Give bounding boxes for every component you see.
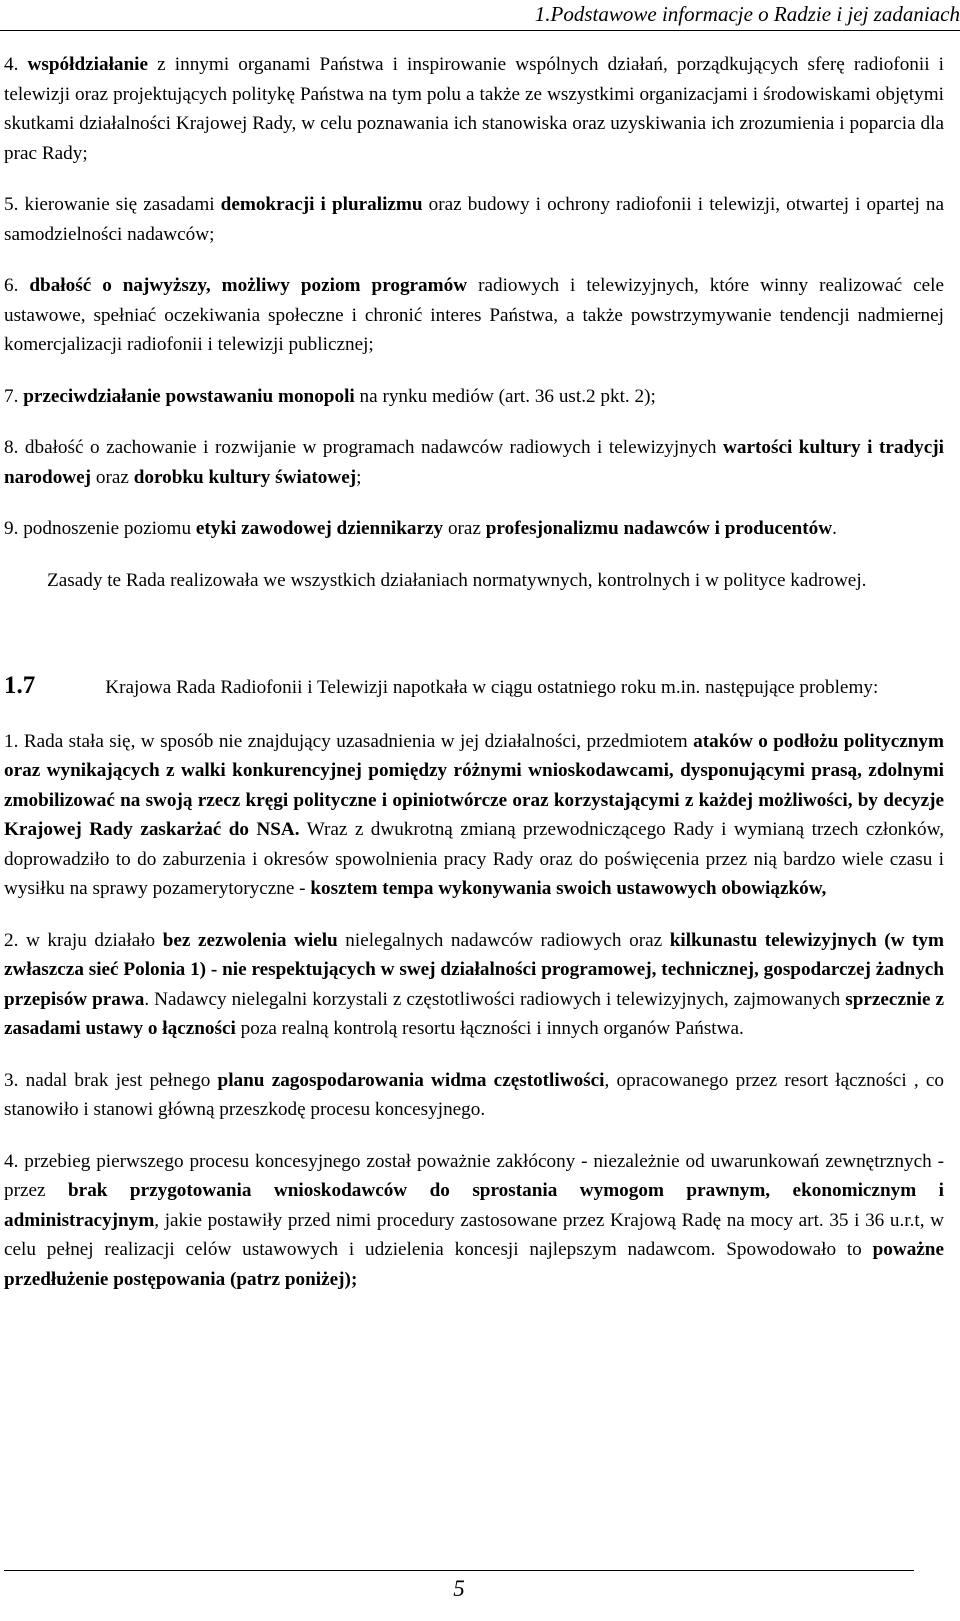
text-run: oraz budowy i ochrony radiofonii i telewizji, otwartej i opartej na samodzielności nadawców; (4, 194, 944, 245)
text-run: 4. przebieg pierwszego procesu koncesyjnego został poważnie zakłócony - niezależnie od uwarunkowań zewnętrznych - przez (4, 1150, 944, 1201)
bold-run: sprzecznie z zasadami ustawy o łączności (4, 988, 944, 1039)
bold-run: dorobku kultury światowej (133, 466, 357, 488)
principle-item-6 (4, 271, 944, 360)
section-intro: Krajowa Rada Radiofonii i Telewizji napotkała w ciągu ostatniego roku m.in. następujące problemy: (105, 677, 879, 698)
page-number: 5 (453, 1576, 465, 1601)
bold-run: etyki zawodowej dziennikarzy (195, 518, 444, 539)
bold-run: ataków o podłożu politycznym oraz wynikających z walki konkurencyjnej pomiędzy różnymi wnioskodawcami, dysponującymi prasą, zdolnymi zmobilizować na swoją rzecz kręgi polityczne i opiniotwórcze oraz korzystającymi z każdej możliwości, by decyzje Krajowej Rady zaskarżać do NSA. (4, 730, 944, 840)
document-body (4, 50, 944, 1316)
problem-item-1 (4, 727, 944, 904)
bold-run: profesjonalizmu nadawców i producentów (485, 518, 833, 539)
principle-item-5 (4, 190, 944, 249)
text-run: , jakie postawiły przed nimi procedury zastosowane przez Krajową Radę na mocy art. 35 i 36 u.r.t, w celu pełnej realizacji celów ustawowych i udzielenia koncesji najlepszym nadawcom. Spowodowało to (4, 1209, 944, 1260)
text-run: nielegalnych nadawców radiowych oraz (337, 929, 670, 951)
text-run: . (832, 518, 837, 539)
text-run: 8. dbałość o zachowanie i rozwijanie w programach nadawców radiowych i telewizyjnych (4, 437, 724, 458)
bold-run: wartości kultury i tradycji narodowej (4, 437, 944, 488)
problem-item-3 (4, 1066, 944, 1125)
text-run: Wraz z dwukrotną zmianą przewodniczącego Rady i wymianą trzech członków, doprowadziło to do zaburzenia i okresów spowolnienia pracy Rady oraz do poświęcenia przez nią bardzo wiele czasu i wysiłku na sprawy pozamerytoryczne - (4, 819, 944, 899)
text-run: 1. Rada stała się, w sposób nie znajdujący uzasadnienia w jej działalności, przedmiotem (4, 730, 694, 752)
text-run: 7. (4, 385, 24, 407)
problem-item-4 (4, 1147, 944, 1295)
text-run: 4. (4, 54, 28, 75)
footer-rule (4, 1570, 914, 1571)
principle-item-4 (4, 50, 944, 168)
text-run: poza realną kontrolą resortu łączności i innych organów Państwa. (235, 1018, 744, 1039)
bold-run: kosztem tempa wykonywania swoich ustawowych obowiązków, (310, 878, 827, 899)
running-header: 1.Podstawowe informacje o Radzie i jej zadaniach (534, 2, 960, 26)
text-run: 6. (4, 275, 30, 296)
text-run: radiowych i telewizyjnych, które winny realizować cele ustawowe, spełniać oczekiwania społeczne i chronić interes Państwa, a także powstrzymywanie tendencji nadmiernej komercjalizacji radiofonii i telewizji publicznej; (4, 275, 945, 355)
text-run: . Nadawcy nielegalni korzystali z częstotliwości radiowych i telewizyjnych, zajmowanych (144, 988, 846, 1010)
bold-run: dbałość o najwyższy, możliwy poziom programów (29, 275, 468, 296)
text-run: z innymi organami Państwa i inspirowanie wspólnych działań, porządkujących sferę radiofonii i telewizji oraz projektujących politykę Państwa na tym polu a także ze wszystkimi organizacjami i środowiskami objętymi skutkami działalności Krajowej Rady, w celu poznawania ich stanowiska oraz uzyskiwania ich zrozumienia i poparcia dla prac Rady; (4, 54, 945, 164)
header-rule (0, 30, 960, 31)
text-run: Zasady te Rada realizowała we wszystkich działaniach normatywnych, kontrolnych i w polityce kadrowej. (47, 569, 867, 591)
bold-run: demokracji i pluralizmu (220, 194, 423, 215)
text-run: , opracowanego przez resort łączności , co stanowiło i stanowi główną przeszkodę procesu koncesyjnego. (4, 1069, 945, 1120)
problem-item-2 (4, 926, 944, 1044)
principle-item-7 (4, 382, 944, 412)
principle-item-8 (4, 433, 944, 492)
bold-run: bez zezwolenia wielu (162, 929, 338, 951)
bold-run: planu zagospodarowania widma częstotliwości (217, 1069, 605, 1091)
bold-run: przeciwdziałanie powstawaniu monopoli (23, 385, 355, 407)
text-run: oraz (91, 466, 134, 488)
text-run: 2. w kraju działało (4, 929, 163, 951)
summary-paragraph (4, 566, 944, 596)
text-run: 3. nadal brak jest pełnego (4, 1069, 218, 1091)
bold-run: kilkunastu telewizyjnych (w tym zwłaszcza sieć Polonia 1) - nie respektujących w swej działalności programowej, technicznej, gospodarczej żadnych przepisów prawa (4, 929, 945, 1010)
text-run: 9. podnoszenie poziomu (4, 518, 196, 539)
text-run: na rynku mediów (art. 36 ust.2 pkt. 2); (354, 385, 656, 407)
text-run: ; (356, 466, 362, 488)
text-run: 5. kierowanie się zasadami (4, 194, 221, 215)
bold-run: współdziałanie (27, 54, 149, 75)
bold-run: poważne przedłużenie postępowania (patrz poniżej); (4, 1239, 944, 1290)
principle-item-9 (4, 514, 944, 544)
bold-run: brak przygotowania wnioskodawców do sprostania wymogom prawnym, ekonomicznym i administracyjnym (4, 1180, 944, 1231)
text-run: oraz (443, 518, 486, 539)
section-number: 1.7 (4, 672, 36, 699)
section-heading (4, 671, 944, 703)
